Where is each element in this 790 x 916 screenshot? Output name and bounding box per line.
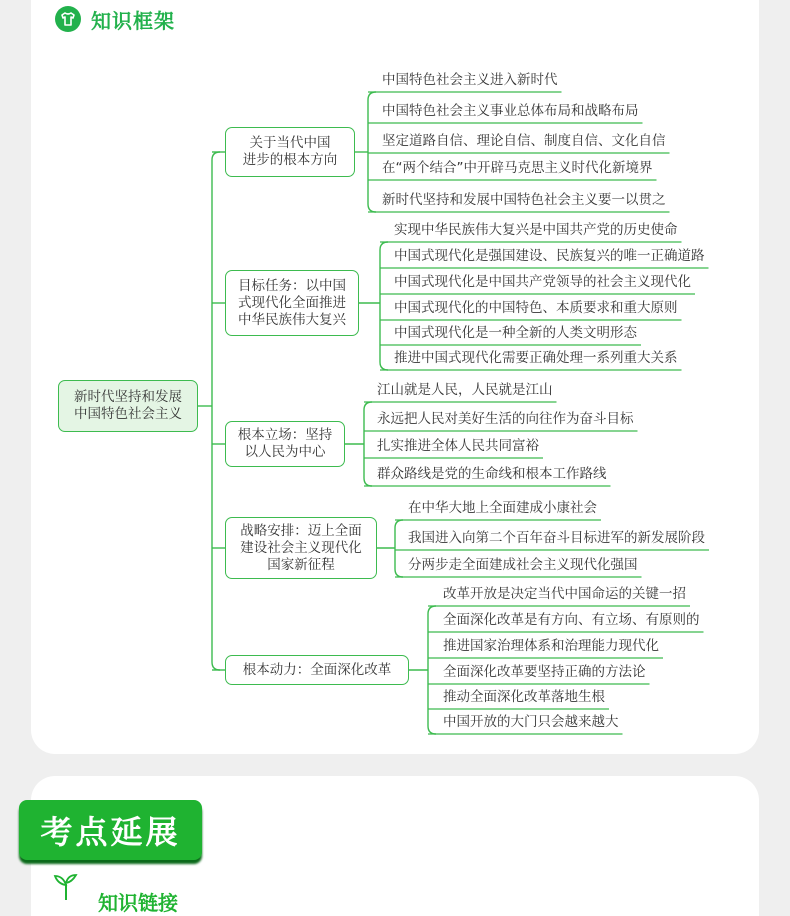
branch-node (225, 127, 355, 177)
branch-node (225, 270, 359, 336)
leaf-item: 推进国家治理体系和治理能力现代化 (443, 638, 659, 654)
root-label: 新时代坚持和发展 中国特色社会主义 (74, 389, 182, 422)
leaf-item: 我国进入向第二个百年奋斗目标进军的新发展阶段 (408, 530, 705, 546)
sprout-icon (52, 872, 80, 904)
branch-node (225, 517, 377, 579)
leaf-item: 中国式现代化的中国特色、本质要求和重大原则 (394, 300, 678, 316)
leaf-item: 群众路线是党的生命线和根本工作路线 (377, 466, 607, 482)
leaf-item: 中国开放的大门只会越来越大 (443, 714, 619, 730)
leaf-item: 中国式现代化是一种全新的人类文明形态 (394, 325, 637, 341)
mindmap-root (58, 380, 198, 432)
leaf-item: 中国特色社会主义进入新时代 (382, 72, 558, 88)
leaf-item: 全面深化改革是有方向、有立场、有原则的 (443, 612, 700, 628)
leaf-item: 中国式现代化是强国建设、民族复兴的唯一正确道路 (394, 248, 705, 264)
leaf-item: 中国特色社会主义事业总体布局和战略布局 (382, 103, 639, 119)
branch-label: 战略安排：迈上全面 建设社会主义现代化 国家新征程 (240, 522, 362, 573)
badge-label: 考点延展 (40, 813, 181, 851)
branch-label: 关于当代中国 进步的根本方向 (242, 135, 338, 168)
leaf-item: 全面深化改革要坚持正确的方法论 (443, 664, 646, 680)
leaf-item: 在“两个结合”中开辟马克思主义时代化新境界 (382, 160, 653, 176)
leaf-item: 江山就是人民，人民就是江山 (377, 382, 553, 398)
subsection-header (52, 872, 178, 915)
branch-node (225, 421, 345, 467)
subsection-title: 知识链接 (98, 891, 178, 915)
leaf-item: 新时代坚持和发展中国特色社会主义要一以贯之 (382, 192, 666, 208)
branch-label: 根本立场：坚持 以人民为中心 (237, 427, 333, 460)
leaf-item: 实现中华民族伟大复兴是中国共产党的历史使命 (394, 222, 678, 238)
leaf-item: 推动全面深化改革落地生根 (443, 689, 605, 705)
leaf-item: 永远把人民对美好生活的向往作为奋斗目标 (377, 411, 634, 427)
branch-label: 根本动力：全面深化改革 (242, 661, 392, 678)
exam-extension-badge (19, 800, 202, 860)
leaf-item: 在中华大地上全面建成小康社会 (408, 500, 597, 516)
leaf-item: 分两步走全面建成社会主义现代化强国 (408, 557, 638, 573)
branch-label: 目标任务：以中国 式现代化全面推进 中华民族伟大复兴 (238, 277, 346, 328)
leaf-item: 改革开放是决定当代中国命运的关键一招 (443, 586, 686, 602)
leaf-item: 中国式现代化是中国共产党领导的社会主义现代化 (394, 274, 691, 290)
branch-node (225, 655, 409, 685)
leaf-item: 坚定道路自信、理论自信、制度自信、文化自信 (382, 133, 666, 149)
section-title: 知识框架 (91, 8, 175, 33)
leaf-item: 扎实推进全体人民共同富裕 (377, 438, 539, 454)
leaf-item: 推进中国式现代化需要正确处理一系列重大关系 (394, 350, 678, 366)
